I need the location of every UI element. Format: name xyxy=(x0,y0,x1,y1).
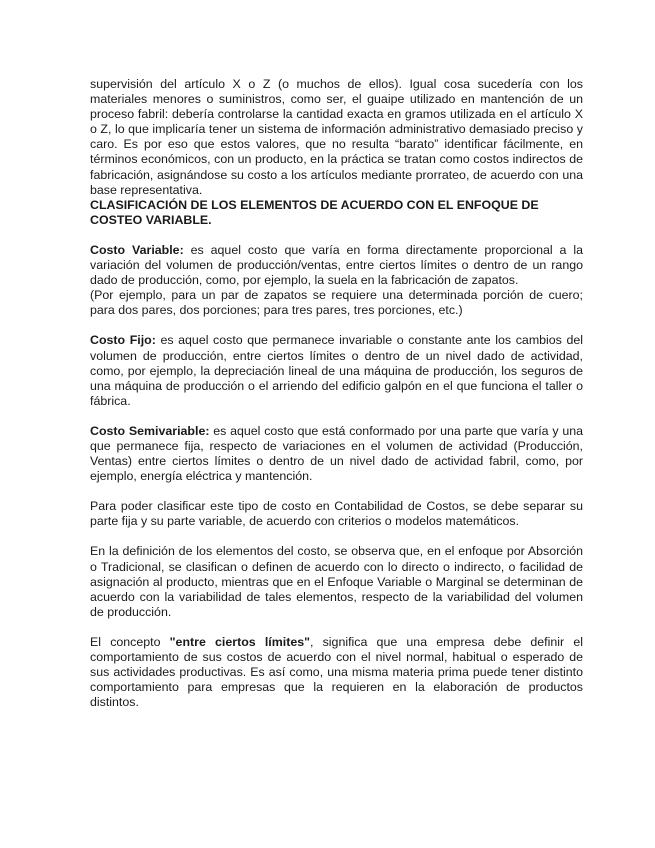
concepto-before: El concepto xyxy=(90,634,170,649)
costo-semivariable-paragraph xyxy=(90,424,583,484)
costo-variable-text: es aquel costo que varía en forma directamente proporcional a la variación del volumen de producción/ventas, entre ciertos límites o dentro de un rango dado de producción, como, por ejemplo, la suela en la fabricación de zapatos. xyxy=(90,242,584,288)
costo-fijo-text: es aquel costo que permanece invariable o constante ante los cambios del volumen de producción, entre ciertos límites o dentro de un nivel dado de actividad, como, por ejemplo, la depreciación lineal de una máquina de producción, los seguros de una máquina de producción o el arriendo del edificio galpón en el que funciona el taller o fábrica. xyxy=(90,333,583,408)
costo-semivariable-term: Costo Semivariable: xyxy=(90,423,210,438)
intro-paragraph: supervisión del artículo X o Z (o muchos de ellos). Igual cosa sucedería con los materiales menores o suministros, como ser, el guaipe utilizado en mantención de un proceso fabril: debería controlarse la cantidad exacta en gramos utilizada en el artículo X o Z, lo que implicaría tener un sistema de información administrativo demasiado preciso y caro. Es por eso que estos valores, que no resulta “barato” identificar fácilmente, en términos económicos, con un producto, en la práctica se tratan como costos indirectos de fabricación, asignándose su costo a los artículos mediante prorrateo, de acuerdo con una base representativa. xyxy=(90,77,583,197)
costo-variable-paragraph xyxy=(90,243,583,318)
costo-variable-term: Costo Variable: xyxy=(90,242,184,257)
costo-semivariable-text: es aquel costo que está conformado por una parte que varía y una que permanece fija, respecto de variaciones en el volumen de actividad (Producción, Ventas) entre ciertos límites o dentro de un nivel dado de actividad fabril, como, por ejemplo, energía eléctrica y mantención. xyxy=(90,423,583,484)
concepto-paragraph xyxy=(90,635,583,710)
concepto-term: "entre ciertos límites" xyxy=(169,634,310,649)
concepto-after: , significa que una empresa debe definir el comportamiento de sus costos de acuerdo con el nivel normal, habitual o esperado de sus actividades productivas. Es así como, una misma materia prima puede tener distinto comportamiento para empresas que la requieren en la elaboración de productos distintos. xyxy=(90,634,583,710)
separar-paragraph: Para poder clasificar este tipo de costo en Contabilidad de Costos, se debe separar su parte fija y su parte variable, de acuerdo con criterios o modelos matemáticos. xyxy=(90,499,583,529)
document-page xyxy=(90,77,583,710)
section-heading: CLASIFICACIÓN DE LOS ELEMENTOS DE ACUERDO CON EL ENFOQUE DE COSTEO VARIABLE. xyxy=(90,197,539,227)
costo-fijo-term: Costo Fijo: xyxy=(90,333,156,348)
definicion-paragraph: En la definición de los elementos del costo, se observa que, en el enfoque por Absorción o Tradicional, se clasifican o definen de acuerdo con lo directo o indirecto, o facilidad de asignación al producto, mientras que en el Enfoque Variable o Marginal se determinan de acuerdo con la variabilidad de tales elementos, respecto de la variabilidad del volumen de producción. xyxy=(90,544,583,619)
costo-fijo-paragraph xyxy=(90,333,583,408)
costo-variable-example: (Por ejemplo, para un par de zapatos se requiere una determinada porción de cuero; para dos pares, dos porciones; para tres pares, tres porciones, etc.) xyxy=(90,288,583,318)
